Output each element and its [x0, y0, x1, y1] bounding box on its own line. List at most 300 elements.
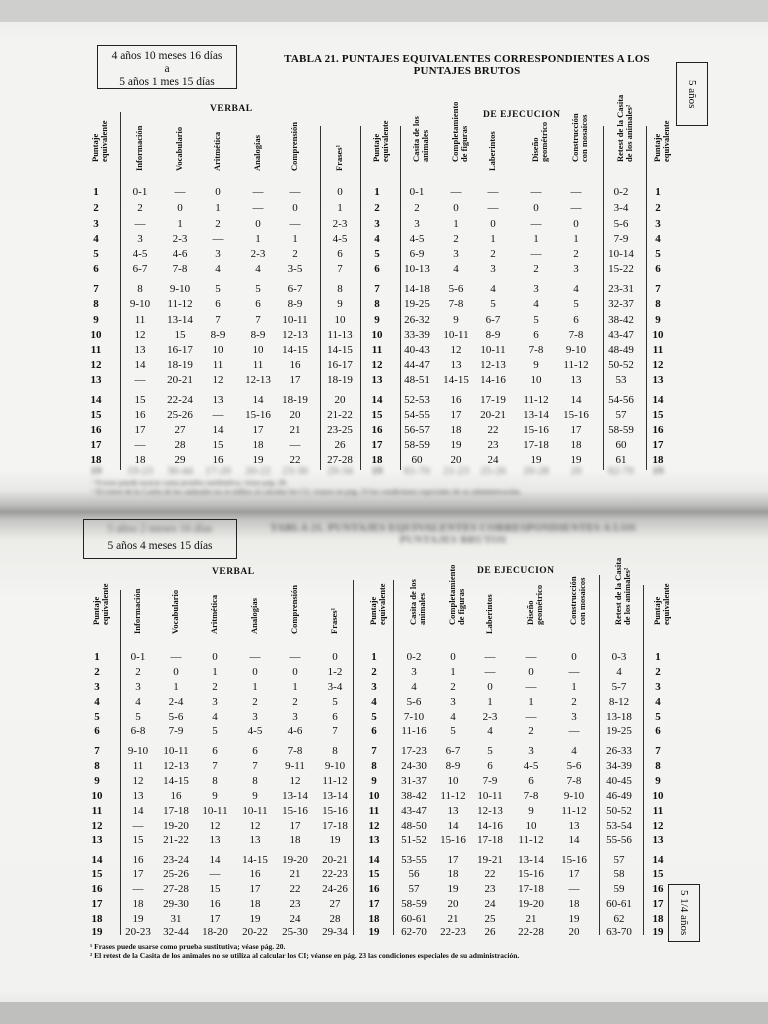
- cell-frases: 16-17: [327, 359, 353, 371]
- cell-laberintos: 17-19: [480, 394, 506, 406]
- cell-comprension: 23: [289, 898, 301, 910]
- cell-puntaje-equivalente-2: 3: [371, 681, 377, 693]
- cell-comprension: 22: [289, 883, 301, 895]
- table-row: [0, 854, 768, 869]
- cell-puntaje-equivalente-2: 14: [368, 854, 380, 866]
- cell-retest-casita: 43-47: [608, 329, 634, 341]
- cell-completamiento-figuras: 17: [447, 854, 459, 866]
- cell-construccion-mosaicos: 20: [568, 926, 580, 938]
- cell-completamiento-figuras: 12: [450, 344, 462, 356]
- cell-comprension: 2: [292, 248, 298, 260]
- cell-construccion-mosaicos: 15-16: [561, 854, 587, 866]
- cell-comprension: —: [289, 651, 301, 663]
- cell-analogias: 19: [252, 454, 264, 466]
- cell-puntaje-equivalente-2: 5: [371, 711, 377, 723]
- cell-analogias: 9: [252, 790, 258, 802]
- cell-puntaje-equivalente-2: 6: [371, 725, 377, 737]
- cell-aritmetica: 16: [209, 898, 221, 910]
- cell-comprension: 7-8: [287, 745, 303, 757]
- cell-frases: 18-19: [327, 374, 353, 386]
- cell-vocabulario: 27: [174, 424, 186, 436]
- cell-puntaje-equivalente-2: 13: [371, 374, 383, 386]
- cell-completamiento-figuras: 21-23: [443, 465, 469, 477]
- cell-comprension: 9-11: [285, 760, 305, 772]
- cell-analogias: 12-13: [245, 374, 271, 386]
- cell-analogias: 6: [252, 745, 258, 757]
- cell-comprension: 4-6: [287, 725, 303, 737]
- cell-laberintos: 14-16: [477, 820, 503, 832]
- cell-laberintos: 17-18: [477, 834, 503, 846]
- cell-puntaje-equivalente: 3: [94, 681, 100, 693]
- cell-construccion-mosaicos: 7-8: [568, 329, 584, 341]
- cell-puntaje-equivalente-3: 13: [652, 834, 664, 846]
- cell-frases: 15-16: [322, 805, 348, 817]
- cell-frases: 28: [329, 913, 341, 925]
- table-row: [0, 725, 768, 740]
- age-range-box: [83, 519, 237, 559]
- table-row: [0, 868, 768, 883]
- cell-puntaje-equivalente-3: 15: [652, 409, 664, 421]
- cell-informacion: 11: [134, 314, 146, 326]
- column-header-label: Puntaje equivalente: [652, 583, 671, 625]
- cell-analogias: 17: [249, 883, 261, 895]
- cell-completamiento-figuras: 7-8: [448, 298, 464, 310]
- table-row: [0, 233, 768, 248]
- cell-puntaje-equivalente-3: 1: [655, 186, 661, 198]
- cell-aritmetica: 10-11: [202, 805, 228, 817]
- cell-casita-animales: 3: [414, 218, 420, 230]
- cell-comprension: 3: [292, 711, 298, 723]
- cell-completamiento-figuras: 5: [450, 725, 456, 737]
- cell-diseno-geometrico: 5: [533, 314, 539, 326]
- cell-puntaje-equivalente-2: 4: [374, 233, 380, 245]
- cell-puntaje-equivalente: 8: [94, 760, 100, 772]
- cell-puntaje-equivalente-3: 4: [655, 696, 661, 708]
- group-verbal: VERBAL: [210, 104, 253, 114]
- age-side-label-text: 5 1/4 años: [678, 890, 690, 936]
- cell-informacion: 9-10: [127, 745, 149, 757]
- cell-informacion: 4-5: [132, 248, 148, 260]
- cell-casita-animales: 31-37: [401, 775, 427, 787]
- cell-informacion: 0-1: [132, 186, 148, 198]
- cell-completamiento-figuras: 6-7: [445, 745, 461, 757]
- cell-puntaje-equivalente-3: 19: [652, 926, 664, 938]
- table-row: [0, 439, 768, 454]
- cell-construccion-mosaicos: 18: [570, 439, 582, 451]
- cell-analogias: 5: [255, 283, 261, 295]
- cell-comprension: 13-14: [282, 790, 308, 802]
- cell-frases: 9: [337, 298, 343, 310]
- cell-casita-animales: 48-50: [401, 820, 427, 832]
- cell-casita-animales: 58-59: [404, 439, 430, 451]
- cell-completamiento-figuras: 13: [450, 359, 462, 371]
- cell-aritmetica: 13: [212, 394, 224, 406]
- cell-laberintos: 12-13: [480, 359, 506, 371]
- cell-casita-animales: 38-42: [401, 790, 427, 802]
- cell-puntaje-equivalente: 16: [90, 424, 102, 436]
- cell-comprension: 1: [292, 233, 298, 245]
- cell-vocabulario: 4-6: [172, 248, 188, 260]
- cell-informacion: 2: [135, 666, 141, 678]
- cell-completamiento-figuras: 13: [447, 805, 459, 817]
- cell-diseno-geometrico: 11-12: [518, 834, 544, 846]
- cell-diseno-geometrico: 7-8: [523, 790, 539, 802]
- cell-vocabulario: 23-24: [163, 854, 189, 866]
- cell-informacion: 19: [132, 913, 144, 925]
- cell-retest-casita: 7-9: [613, 233, 629, 245]
- cell-vocabulario: 25-26: [167, 409, 193, 421]
- cell-puntaje-equivalente-3: 5: [655, 248, 661, 260]
- cell-retest-casita: 13-18: [606, 711, 632, 723]
- column-header-label: Diseño geométrico: [525, 584, 544, 625]
- cell-puntaje-equivalente-3: 14: [652, 394, 664, 406]
- table-row: [0, 409, 768, 424]
- cell-casita-animales: 11-16: [401, 725, 427, 737]
- cell-laberintos: 5: [487, 745, 493, 757]
- cell-construccion-mosaicos: 14: [570, 394, 582, 406]
- cell-laberintos: 8-9: [485, 329, 501, 341]
- cell-construccion-mosaicos: 9-10: [565, 344, 587, 356]
- cell-diseno-geometrico: 15-16: [518, 868, 544, 880]
- cell-aritmetica: —: [212, 409, 224, 421]
- cell-comprension: 17: [289, 820, 301, 832]
- footnote-2: ² El retest de la Casita de los animales no se utiliza al calcular los CI; véanse en pág. 23 las condiciones especiales de su administración.: [90, 951, 520, 960]
- cell-analogias: 7: [255, 314, 261, 326]
- cell-retest-casita: 50-52: [608, 359, 634, 371]
- cell-informacion: 13: [134, 344, 146, 356]
- cell-diseno-geometrico: 2: [533, 263, 539, 275]
- cell-vocabulario: 16: [170, 790, 182, 802]
- cell-analogias: 8: [252, 775, 258, 787]
- cell-retest-casita: 54-56: [608, 394, 634, 406]
- cell-casita-animales: 19-25: [404, 298, 430, 310]
- cell-diseno-geometrico: 15-16: [523, 424, 549, 436]
- cell-diseno-geometrico: —: [525, 711, 537, 723]
- cell-retest-casita: 10-14: [608, 248, 634, 260]
- cell-frases: 10: [334, 314, 346, 326]
- cell-diseno-geometrico: 0: [533, 202, 539, 214]
- cell-aritmetica: 17: [209, 913, 221, 925]
- cell-comprension: 17: [289, 374, 301, 386]
- cell-completamiento-figuras: 22-23: [440, 926, 466, 938]
- cell-informacion: 18: [132, 898, 144, 910]
- cell-aritmetica: 18-20: [202, 926, 228, 938]
- cell-analogias: —: [252, 202, 264, 214]
- cell-puntaje-equivalente-2: 17: [371, 439, 383, 451]
- cell-diseno-geometrico: 10: [525, 820, 537, 832]
- cell-frases: 7: [337, 263, 343, 275]
- cell-diseno-geometrico: 22-28: [518, 926, 544, 938]
- cell-frases: 13-14: [322, 790, 348, 802]
- cell-puntaje-equivalente: 4: [93, 233, 99, 245]
- table-title: TABLA 21. PUNTAJES EQUIVALENTES CORRESPONDIENTES A LOS PUNTAJES BRUTOS: [270, 522, 636, 546]
- cell-retest-casita: 32-37: [608, 298, 634, 310]
- age-range-to: 5 años 1 mes 15 días: [119, 76, 215, 88]
- column-header-label: Completamiento de figuras: [450, 101, 469, 162]
- cell-analogias: 7: [252, 760, 258, 772]
- cell-laberintos: —: [487, 186, 499, 198]
- cell-vocabulario: 13-14: [167, 314, 193, 326]
- cell-casita-animales: 6-9: [409, 248, 425, 260]
- cell-completamiento-figuras: 8-9: [445, 760, 461, 772]
- cell-puntaje-equivalente: 1: [93, 186, 99, 198]
- cell-construccion-mosaicos: 4: [571, 745, 577, 757]
- cell-frases: 27-28: [327, 454, 353, 466]
- cell-puntaje-equivalente: 2: [93, 202, 99, 214]
- cell-informacion: 16: [134, 409, 146, 421]
- cell-completamiento-figuras: 1: [453, 218, 459, 230]
- cell-diseno-geometrico: 0: [528, 666, 534, 678]
- cell-puntaje-equivalente: 13: [91, 834, 103, 846]
- cell-completamiento-figuras: 2: [453, 233, 459, 245]
- cell-completamiento-figuras: 4: [453, 263, 459, 275]
- cell-laberintos: 0: [490, 218, 496, 230]
- cell-completamiento-figuras: 18: [450, 424, 462, 436]
- cell-puntaje-equivalente: 10: [91, 790, 103, 802]
- cell-analogias: 19: [249, 913, 261, 925]
- cell-casita-animales: 58-59: [401, 898, 427, 910]
- cell-puntaje-equivalente-2: 12: [368, 820, 380, 832]
- cell-casita-animales: 43-47: [401, 805, 427, 817]
- cell-casita-animales: 52-53: [404, 394, 430, 406]
- cell-analogias: 2: [252, 696, 258, 708]
- group-verbal: VERBAL: [212, 567, 255, 577]
- cell-puntaje-equivalente-2: 9: [374, 314, 380, 326]
- cell-construccion-mosaicos: 5-6: [566, 760, 582, 772]
- cell-construccion-mosaicos: 11-12: [561, 805, 587, 817]
- cell-completamiento-figuras: 17: [450, 409, 462, 421]
- cell-informacion: 16: [132, 854, 144, 866]
- cell-aritmetica: 4: [215, 263, 221, 275]
- column-header-label: Vocabulario: [174, 126, 184, 171]
- cell-aritmetica: —: [212, 233, 224, 245]
- cell-construccion-mosaicos: 2: [571, 696, 577, 708]
- cell-retest-casita: 62-70: [608, 465, 634, 477]
- cell-informacion: 12: [132, 775, 144, 787]
- cell-construccion-mosaicos: 3: [571, 711, 577, 723]
- cell-vocabulario: 0: [177, 202, 183, 214]
- cell-puntaje-equivalente-2: 11: [368, 805, 380, 817]
- cell-casita-animales: 56-57: [404, 424, 430, 436]
- cell-construccion-mosaicos: 17: [570, 424, 582, 436]
- cell-laberintos: 5: [490, 298, 496, 310]
- cell-diseno-geometrico: 4-5: [523, 760, 539, 772]
- cell-vocabulario: —: [170, 651, 182, 663]
- cell-puntaje-equivalente-2: 8: [371, 760, 377, 772]
- cell-informacion: 20-23: [125, 926, 151, 938]
- cell-puntaje-equivalente-3: 2: [655, 202, 661, 214]
- cell-retest-casita: 50-52: [606, 805, 632, 817]
- cell-casita-animales: 3: [411, 666, 417, 678]
- cell-construccion-mosaicos: 6: [573, 314, 579, 326]
- cell-puntaje-equivalente: 5: [94, 711, 100, 723]
- cell-puntaje-equivalente: 11: [90, 344, 102, 356]
- cell-analogias: 18: [252, 439, 264, 451]
- cell-aritmetica: 2: [212, 681, 218, 693]
- cell-construccion-mosaicos: 4: [573, 283, 579, 295]
- column-header-label: Vocabulario: [170, 589, 180, 634]
- cell-retest-casita: 55-56: [606, 834, 632, 846]
- cell-puntaje-equivalente-2: 8: [374, 298, 380, 310]
- cell-diseno-geometrico: 9: [528, 805, 534, 817]
- table-row: [0, 745, 768, 760]
- table-row: [0, 926, 768, 941]
- cell-puntaje-equivalente: 8: [93, 298, 99, 310]
- cell-puntaje-equivalente: 9: [93, 314, 99, 326]
- cell-laberintos: 22: [487, 424, 499, 436]
- column-header-label: Puntaje equivalente: [90, 120, 109, 162]
- cell-diseno-geometrico: 13-14: [523, 409, 549, 421]
- cell-informacion: 6-8: [130, 725, 146, 737]
- cell-completamiento-figuras: 0: [453, 202, 459, 214]
- cell-laberintos: 6: [487, 760, 493, 772]
- cell-informacion: 0-1: [130, 651, 146, 663]
- cell-diseno-geometrico: 19: [530, 454, 542, 466]
- cell-diseno-geometrico: 3: [528, 745, 534, 757]
- table-row: [0, 651, 768, 666]
- cell-vocabulario: 2-4: [168, 696, 184, 708]
- cell-vocabulario: 21-22: [163, 834, 189, 846]
- cell-retest-casita: 15-22: [608, 263, 634, 275]
- age-range-from: 5 años 2 meses 16 días: [107, 523, 213, 535]
- age-range-from: 4 años 10 meses 16 días: [111, 50, 223, 62]
- cell-completamiento-figuras: 18: [447, 868, 459, 880]
- cell-aritmetica: 16: [212, 454, 224, 466]
- cell-frases: 29-34: [322, 926, 348, 938]
- cell-vocabulario: 20-21: [167, 374, 193, 386]
- column-header-label: Completamiento de figuras: [447, 564, 466, 625]
- cell-construccion-mosaicos: 19: [568, 913, 580, 925]
- cell-retest-casita: 34-39: [606, 760, 632, 772]
- cell-comprension: 19-20: [282, 854, 308, 866]
- cell-informacion: 19-23: [127, 465, 153, 477]
- cell-analogias: 16: [249, 868, 261, 880]
- cell-completamiento-figuras: 14-15: [443, 374, 469, 386]
- column-header-label: Puntaje equivalente: [652, 120, 671, 162]
- cell-vocabulario: 7-8: [172, 263, 188, 275]
- cell-retest-casita: 62: [613, 913, 625, 925]
- cell-construccion-mosaicos: 15-16: [563, 409, 589, 421]
- cell-completamiento-figuras: 0: [450, 651, 456, 663]
- cell-comprension: 15-16: [282, 805, 308, 817]
- cell-construccion-mosaicos: —: [568, 725, 580, 737]
- cell-informacion: 15: [132, 834, 144, 846]
- cell-informacion: 12: [134, 329, 146, 341]
- cell-laberintos: 22: [484, 868, 496, 880]
- cell-analogias: 8-9: [250, 329, 266, 341]
- cell-retest-casita: 58-59: [608, 424, 634, 436]
- cell-completamiento-figuras: 16: [450, 394, 462, 406]
- cell-analogias: 20-22: [242, 926, 268, 938]
- cell-aritmetica: 7: [212, 760, 218, 772]
- cell-completamiento-figuras: 5-6: [448, 283, 464, 295]
- cell-construccion-mosaicos: —: [568, 666, 580, 678]
- cell-completamiento-figuras: 1: [450, 666, 456, 678]
- cell-diseno-geometrico: 6: [533, 329, 539, 341]
- table-row: [0, 760, 768, 775]
- footnote-2: ² El retest de la Casita de los animales no se utiliza al calcular los CI; véanse en pág. 23 las condiciones especiales de su administración.: [92, 487, 522, 496]
- cell-vocabulario: 19-20: [163, 820, 189, 832]
- column-header-label: Puntaje equivalente: [368, 583, 387, 625]
- cell-completamiento-figuras: 10-11: [443, 329, 469, 341]
- cell-informacion: 6-7: [132, 263, 148, 275]
- cell-diseno-geometrico: 1: [533, 233, 539, 245]
- cell-aritmetica: 14: [212, 424, 224, 436]
- cell-informacion: 15: [134, 394, 146, 406]
- cell-puntaje-equivalente: 14: [91, 854, 103, 866]
- cell-casita-animales: 10-13: [404, 263, 430, 275]
- cell-puntaje-equivalente-2: 9: [371, 775, 377, 787]
- cell-informacion: 14: [134, 359, 146, 371]
- cell-puntaje-equivalente-2: 6: [374, 263, 380, 275]
- cell-puntaje-equivalente-3: 13: [652, 374, 664, 386]
- cell-aritmetica: 9: [212, 790, 218, 802]
- cell-puntaje-equivalente: 16: [91, 883, 103, 895]
- cell-diseno-geometrico: 2: [528, 725, 534, 737]
- cell-puntaje-equivalente-2: 13: [368, 834, 380, 846]
- cell-retest-casita: 38-42: [608, 314, 634, 326]
- age-side-label-text: 5 años: [686, 79, 698, 109]
- cell-aritmetica: 2: [215, 218, 221, 230]
- cell-completamiento-figuras: 3: [453, 248, 459, 260]
- cell-retest-casita: 53: [615, 374, 627, 386]
- cell-vocabulario: 11-12: [167, 298, 193, 310]
- column-header-label: Frases¹: [334, 144, 344, 171]
- column-header-label: Comprensión: [289, 122, 299, 171]
- cell-vocabulario: 29: [174, 454, 186, 466]
- cell-aritmetica: 5: [212, 725, 218, 737]
- cell-puntaje-equivalente: 18: [90, 454, 102, 466]
- cell-puntaje-equivalente-2: 1: [374, 186, 380, 198]
- cell-puntaje-equivalente-3: 17: [652, 439, 664, 451]
- table-row: [0, 329, 768, 344]
- cell-casita-animales: 61-70: [404, 465, 430, 477]
- cell-puntaje-equivalente-3: 12: [652, 359, 664, 371]
- cell-frases: 17-18: [322, 820, 348, 832]
- cell-retest-casita: 63-70: [606, 926, 632, 938]
- cell-retest-casita: 5-7: [611, 681, 627, 693]
- table-row: [0, 666, 768, 681]
- cell-laberintos: —: [484, 666, 496, 678]
- table-row: [0, 298, 768, 313]
- cell-completamiento-figuras: 2: [450, 681, 456, 693]
- cell-diseno-geometrico: —: [530, 248, 542, 260]
- column-header-label: Frases¹: [329, 607, 339, 634]
- cell-retest-casita: 57: [615, 409, 627, 421]
- cell-casita-animales: 0-1: [409, 186, 425, 198]
- cell-vocabulario: 29-30: [163, 898, 189, 910]
- cell-diseno-geometrico: 11-12: [523, 394, 549, 406]
- cell-vocabulario: —: [174, 186, 186, 198]
- cell-puntaje-equivalente-2: 15: [368, 868, 380, 880]
- cell-informacion: 3: [137, 233, 143, 245]
- cell-puntaje-equivalente: 6: [93, 263, 99, 275]
- cell-diseno-geometrico: —: [525, 651, 537, 663]
- cell-aritmetica: 3: [212, 696, 218, 708]
- cell-puntaje-equivalente-2: 16: [371, 424, 383, 436]
- table-row: [0, 359, 768, 374]
- cell-comprension: 10-11: [282, 314, 308, 326]
- cell-frases: 14-15: [327, 344, 353, 356]
- cell-laberintos: 24: [484, 898, 496, 910]
- cell-analogias: 0: [255, 218, 261, 230]
- cell-casita-animales: 57: [408, 883, 420, 895]
- cell-analogias: 4: [255, 263, 261, 275]
- column-header-label: Casita de los animales: [408, 579, 427, 625]
- cell-informacion: 8: [137, 283, 143, 295]
- cell-analogias: 17: [252, 424, 264, 436]
- cell-casita-animales: 2: [414, 202, 420, 214]
